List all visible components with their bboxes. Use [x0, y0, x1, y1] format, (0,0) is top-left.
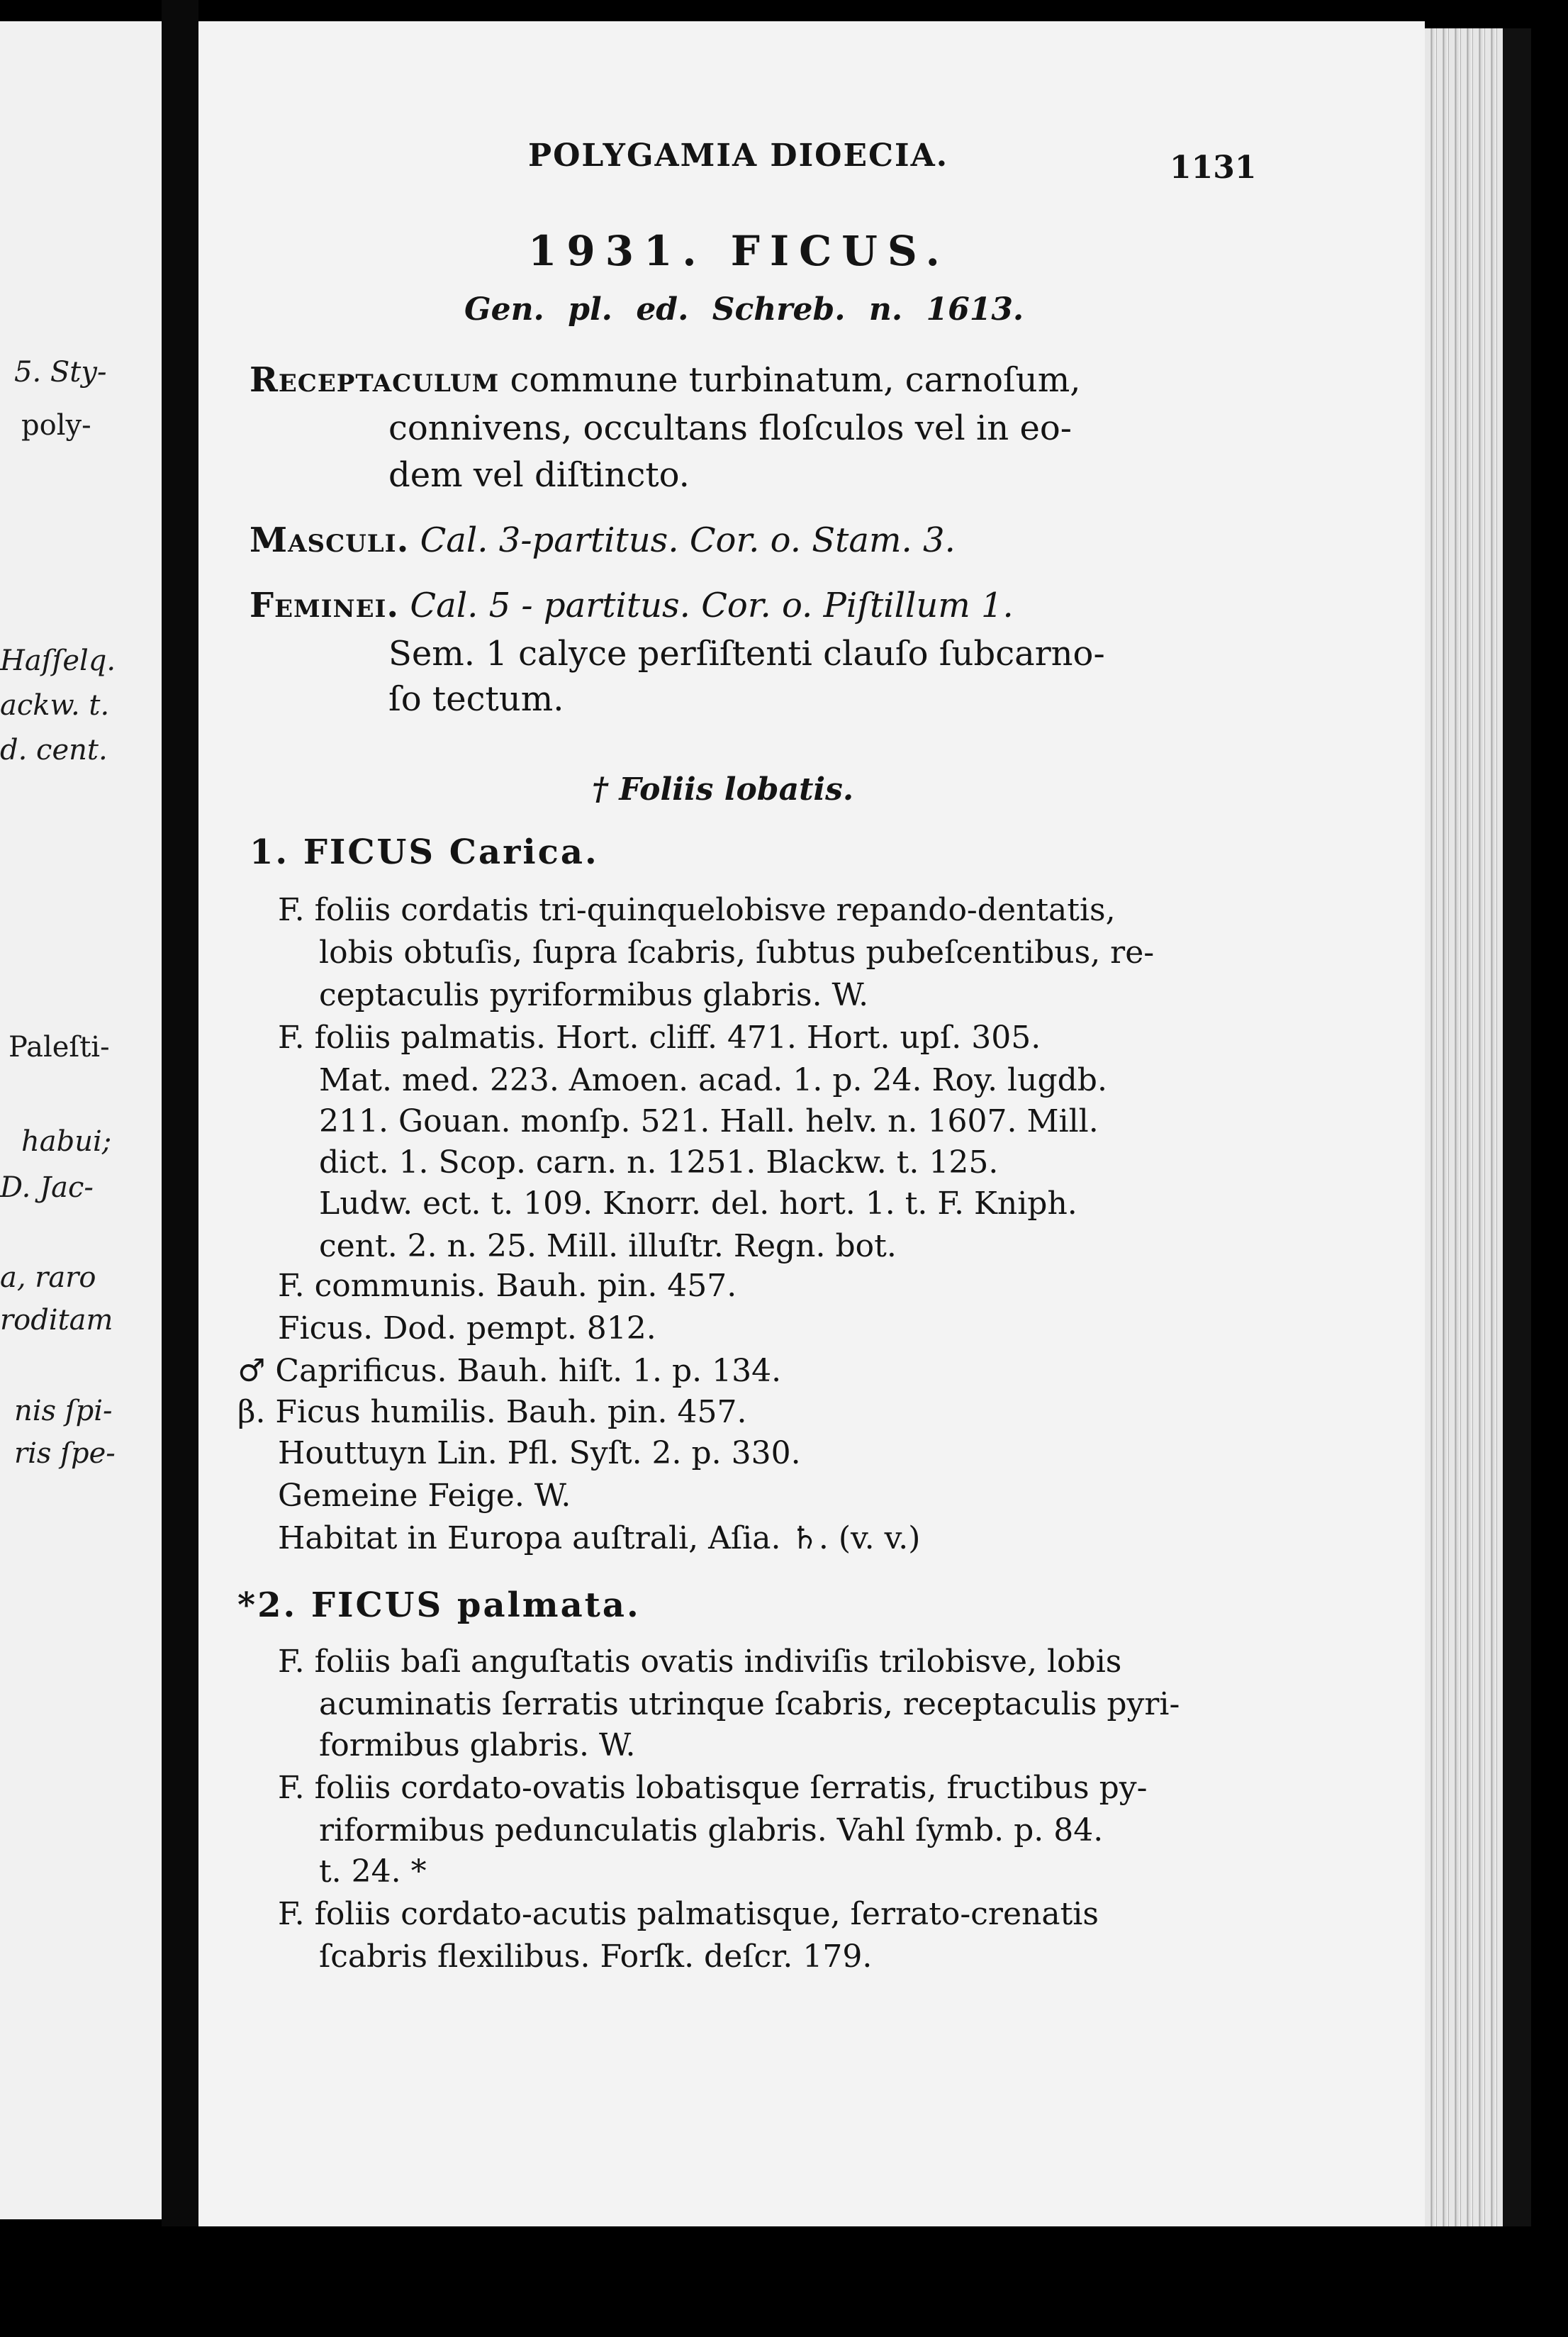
- species-carica-line: dict. 1. Scop. carn. n. 1251. Blackw. t. 125.: [319, 1144, 999, 1181]
- running-header: POLYGAMIA DIOECIA.: [528, 138, 949, 174]
- species-carica-line: cent. 2. n. 25. Mill. illuſtr. Regn. bot.: [319, 1228, 897, 1264]
- book-edge-shadow: [1503, 28, 1531, 2248]
- masculi-paragraph: [250, 520, 956, 560]
- receptaculum-line-3: dem vel diſtincto.: [388, 455, 690, 495]
- genus-reference: Gen. pl. ed. Schreb. n. 1613.: [464, 291, 1024, 328]
- species-palmata-line: riformibus pedunculatis glabris. Vahl ſymb. p. 84.: [319, 1812, 1104, 1848]
- species-carica-line: ♂ Caprificus. Bauh. hiſt. 1. p. 134.: [237, 1353, 782, 1389]
- previous-page-line: Paleſti-: [9, 1031, 110, 1064]
- species-carica-line: lobis obtuſis, ſupra ſcabris, ſubtus pubeſcentibus, re-: [319, 935, 1155, 971]
- previous-page-line: poly-: [21, 409, 91, 442]
- receptaculum-line-2: connivens, occultans floſculos vel in eo-: [388, 408, 1072, 448]
- previous-page-line: roditam: [0, 1304, 113, 1337]
- previous-page-line: 5. Sty-: [14, 356, 107, 389]
- species-carica-line: β. Ficus humilis. Bauh. pin. 457.: [237, 1394, 747, 1430]
- book-gutter: [162, 0, 198, 2337]
- species-palmata-line: acuminatis ſerratis utrinque ſcabris, receptaculis pyri-: [319, 1686, 1180, 1722]
- section-heading: † Foliis lobatis.: [592, 771, 854, 808]
- masculi-label: Masculi.: [250, 520, 410, 560]
- feminei-label: Feminei.: [250, 586, 400, 625]
- receptaculum-paragraph: [250, 360, 1081, 400]
- species-carica-line: Gemeine Feige. W.: [278, 1478, 571, 1514]
- previous-page-line: ackw. t.: [0, 689, 110, 722]
- previous-page-line: nis ſpi-: [14, 1395, 113, 1427]
- species-carica-line: F. foliis cordatis tri-quinquelobisve repando-dentatis,: [278, 892, 1116, 928]
- genus-heading: 1931. FICUS.: [528, 227, 950, 275]
- species-palmata-line: t. 24. *: [319, 1853, 427, 1890]
- species-carica-line: Houttuyn Lin. Pfl. Syſt. 2. p. 330.: [278, 1435, 801, 1471]
- previous-page-line: D. Jac-: [0, 1171, 94, 1204]
- scan-background: [0, 2226, 1568, 2337]
- receptaculum-label: Receptaculum: [250, 360, 500, 400]
- previous-page-line: habui;: [21, 1125, 112, 1158]
- species-carica-line: Ludw. ect. t. 109. Knorr. del. hort. 1. t. F. Kniph.: [319, 1186, 1077, 1222]
- species-carica-line: ceptaculis pyriformibus glabris. W.: [319, 977, 869, 1013]
- species-palmata-line: formibus glabris. W.: [319, 1727, 636, 1763]
- species-palmata-line: F. foliis cordato-acutis palmatisque, ſerrato-crenatis: [278, 1896, 1099, 1932]
- species-carica-line: F. communis. Bauh. pin. 457.: [278, 1268, 737, 1304]
- masculi-text: Cal. 3-partitus. Cor. o. Stam. 3.: [420, 520, 956, 560]
- previous-page-line: a, raro: [0, 1261, 96, 1294]
- previous-page-line: d. cent.: [0, 734, 108, 766]
- species-carica-line: Habitat in Europa auſtrali, Aſia. ♄. (v. v.): [278, 1520, 921, 1556]
- receptaculum-text: commune turbinatum, carnoſum,: [510, 360, 1081, 400]
- species-carica-line: F. foliis palmatis. Hort. cliff. 471. Hort. upſ. 305.: [278, 1020, 1041, 1056]
- species-heading-carica: 1. FICUS Carica.: [250, 832, 599, 872]
- species-carica-line: Mat. med. 223. Amoen. acad. 1. p. 24. Roy. lugdb.: [319, 1062, 1107, 1098]
- previous-page-line: Haſſelq.: [0, 645, 116, 677]
- previous-page-line: ris ſpe-: [14, 1437, 116, 1470]
- page-number: 1131: [1170, 150, 1257, 186]
- species-carica-line: Ficus. Dod. pempt. 812.: [278, 1310, 656, 1346]
- species-heading-palmata: *2. FICUS palmata.: [237, 1585, 641, 1625]
- species-carica-line: 211. Gouan. monſp. 521. Hall. helv. n. 1607. Mill.: [319, 1103, 1099, 1139]
- feminei-line-2: Sem. 1 calyce perſiſtenti clauſo ſubcarno-: [388, 634, 1105, 674]
- species-palmata-line: F. foliis cordato-ovatis lobatisque ſerratis, fructibus py-: [278, 1770, 1148, 1806]
- species-palmata-line: ſcabris flexilibus. Forſk. deſcr. 179.: [319, 1939, 873, 1975]
- species-palmata-line: F. foliis baſi anguſtatis ovatis indiviſis trilobisve, lobis: [278, 1644, 1122, 1680]
- feminei-paragraph: [250, 586, 1014, 625]
- previous-page: [0, 21, 162, 2219]
- feminei-line-3: ſo tectum.: [388, 679, 564, 719]
- feminei-text: Cal. 5 - partitus. Cor. o. Piſtillum 1.: [410, 586, 1014, 625]
